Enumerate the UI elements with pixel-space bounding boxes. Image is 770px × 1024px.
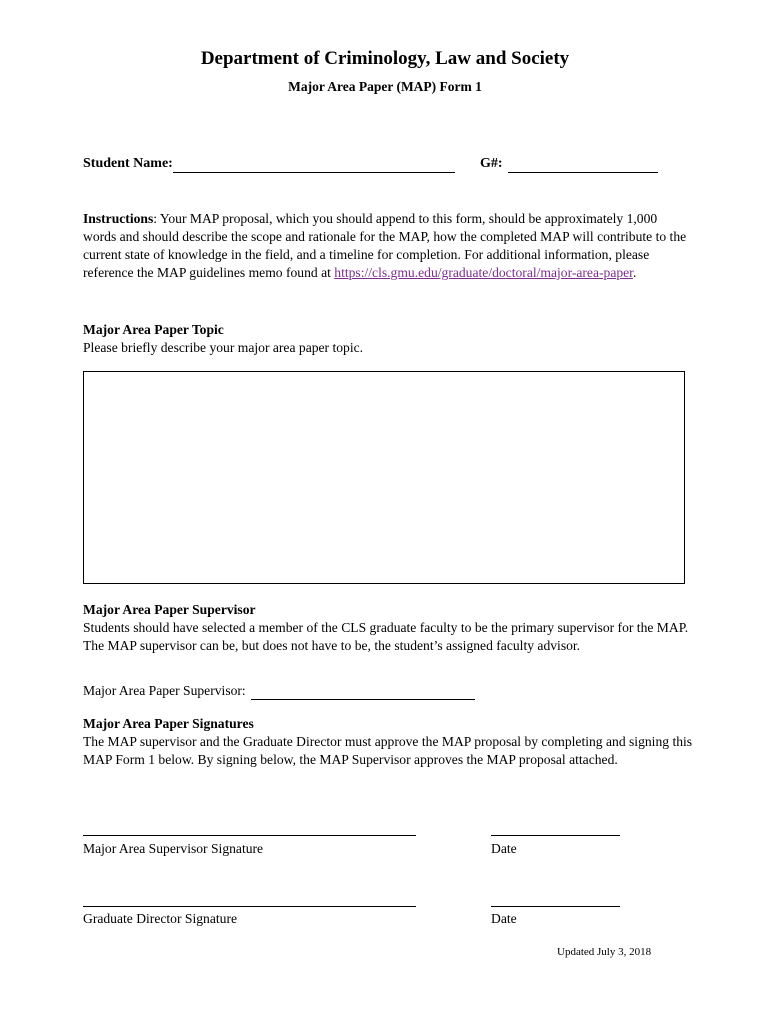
- page-title: Department of Criminology, Law and Society: [200, 48, 570, 69]
- g-number-label: G#:: [480, 156, 503, 171]
- supervisor-signature-line[interactable]: [83, 835, 416, 836]
- g-number-row: [480, 156, 658, 173]
- supervisor-field-row: [83, 683, 475, 700]
- supervisor-heading: Major Area Paper Supervisor: [83, 602, 256, 617]
- supervisor-date-label: Date: [491, 841, 517, 856]
- topic-section: [83, 321, 693, 357]
- topic-heading: Major Area Paper Topic: [83, 322, 224, 337]
- supervisor-signature-label: Major Area Supervisor Signature: [83, 841, 264, 856]
- signatures-heading: Major Area Paper Signatures: [83, 716, 254, 731]
- supervisor-section: [83, 601, 693, 655]
- student-name-field[interactable]: [173, 156, 455, 173]
- instructions-end: .: [632, 265, 637, 280]
- topic-prompt: Please briefly describe your major area paper topic.: [83, 340, 364, 355]
- supervisor-text: Students should have selected a member of the CLS graduate faculty to be the primary supervisor for the MAP. The MAP supervisor can be, but does not have to be, the student’s assigned faculty advisor.: [83, 620, 689, 653]
- g-number-field[interactable]: [508, 156, 658, 173]
- supervisor-date-line[interactable]: [491, 835, 620, 836]
- student-name-label: Student Name:: [83, 156, 173, 171]
- signatures-text: The MAP supervisor and the Graduate Director must approve the MAP proposal by completing and signing this MAP Form 1 below. By signing below, the MAP Supervisor approves the MAP proposal attached.: [83, 734, 693, 767]
- form-subtitle: Major Area Paper (MAP) Form 1: [288, 79, 482, 94]
- director-date-line[interactable]: [491, 906, 620, 907]
- student-name-row: [83, 156, 455, 173]
- topic-text-box[interactable]: [83, 371, 685, 584]
- updated-date: Updated July 3, 2018: [557, 946, 652, 958]
- supervisor-field[interactable]: [251, 683, 475, 700]
- supervisor-field-label: Major Area Paper Supervisor:: [83, 683, 246, 698]
- instructions-text: : Your MAP proposal, which you should append to this form, should be approximately 1,000 words and should describe the scope and rationale for the MAP, how the completed MAP will contribute to the current state of knowledge in the field, and a timeline for completion. For additional information, please reference the MAP guidelines memo found at: [83, 211, 687, 280]
- instructions-label: Instructions: [83, 211, 154, 226]
- director-signature-line[interactable]: [83, 906, 416, 907]
- map-guidelines-link[interactable]: https://cls.gmu.edu/graduate/doctoral/major-area-paper: [334, 265, 633, 280]
- director-date-label: Date: [491, 911, 517, 926]
- instructions-paragraph: [83, 210, 693, 282]
- signatures-section: [83, 715, 693, 769]
- director-signature-label: Graduate Director Signature: [83, 911, 237, 926]
